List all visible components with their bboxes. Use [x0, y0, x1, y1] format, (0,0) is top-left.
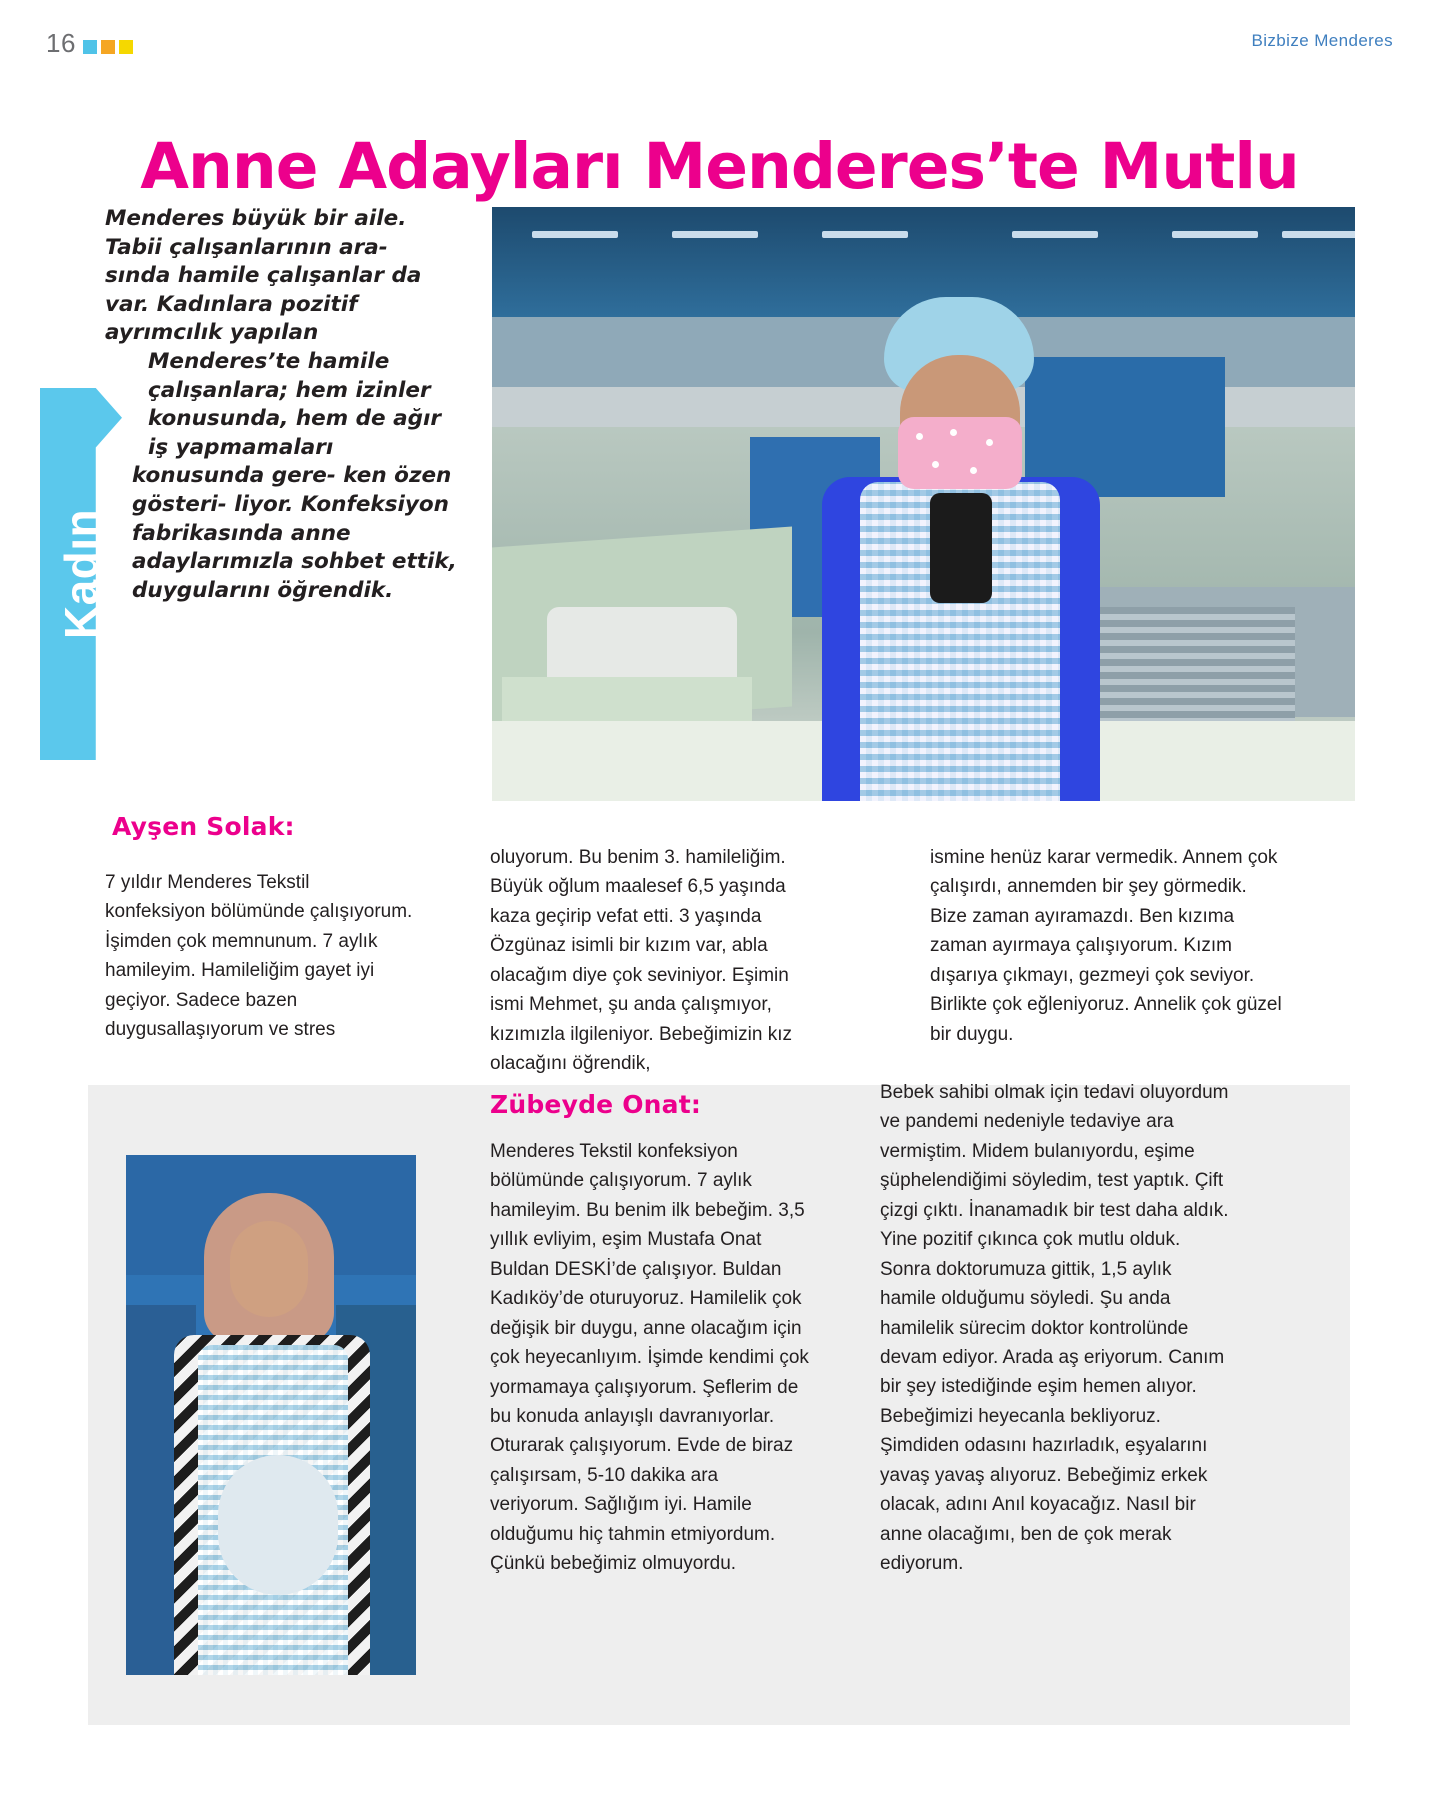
interview-1-column-1: 7 yıldır Menderes Tekstil konfeksiyon bölümünde çalışıyorum. İşimden çok memnunum. 7 aylık hamileyim. Hamileliğim gayet iyi geçiyor. Sadece bazen duygusallaşıyorum ve stres — [105, 872, 413, 1041]
photo-worker-figure — [812, 297, 1112, 801]
lead-part-2: Menderes’te hamile çalışanlara; hem izinler konusunda, hem de ağır iş yapmamaları — [148, 348, 441, 460]
interview-2-column-2: Bebek sahibi olmak için tedavi oluyordum ve pandemi nedeniyle tedaviye ara vermiştim. Midem bulanıyordu, eşime şüphelendiğimi söyledim, test yaptık. Çift çizgi çıktı. İnanamadık bir test daha aldık. Yine pozitif çıkınca çok mutlu olduk. Sonra doktorumuza gittik, 1,5 aylık hamile olduğumu söyledi. Şu anda hamilelik sürecim doktor kontrolünde devam ediyor. Arada aş eriyorum. Canım bir şey istediğinde eşim hemen alıyor. Bebeğimizi heyecanla bekliyoruz. Şimdiden odasını hazırladık, eşyalarını yavaş yavaş alıyoruz. Bebeğimiz erkek olacak, adını Anıl koyacağız. Nasıl bir anne olacağımı, ben de çok merak ediyorum. — [880, 1082, 1229, 1574]
page-number: 16 — [46, 28, 76, 58]
folio-square-1 — [83, 40, 97, 54]
photo-folded-stack — [1085, 607, 1295, 727]
interview-1-column-2: oluyorum. Bu benim 3. hamileliğim. Büyük oğlum maalesef 6,5 yaşında kaza geçirip vefat etti. 3 yaşında Özgünaz isimli bir kızım var, abla olacağım diye çok seviniyor. Eşimin ismi Mehmet, şu anda çalışmıyor, kızımızla ilgileniyor. Bebeğimizin kız olacağını öğrendik, — [490, 847, 792, 1075]
page-title: Anne Adayları Menderes’te Mutlu — [140, 130, 1299, 204]
photo2-worker-face — [230, 1221, 308, 1317]
folio-square-3 — [119, 40, 133, 54]
worker-face-mask — [898, 417, 1022, 489]
photo2-worker-belly — [218, 1455, 338, 1595]
folio-decoration-squares — [83, 40, 133, 54]
main-photo — [492, 207, 1355, 801]
magazine-name: Bizbize Menderes — [1251, 31, 1393, 50]
interview-2-column-1: Menderes Tekstil konfeksiyon bölümünde çalışıyorum. 7 aylık hamileyim. Bu benim ilk bebeğim. 3,5 yıllık evliyim, eşim Mustafa Onat Buldan DESKİ’de çalışıyor. Buldan Kadıköy’de oturuyoruz. Hamilelik çok değişik bir duygu, anne olacağım için çok heyecanlıyım. İşimde kendimi çok yormamaya çalışıyorum. Şeflerim de bu konuda anlayışlı davranıyorlar. Oturarak çalışıyorum. Evde de biraz çalışırsam, 5-10 dakika ara veriyorum. Sağlığım iyi. Hamile olduğumu hiç tahmin etmiyordum. Çünkü bebeğimiz olmuyordu. — [490, 1141, 809, 1575]
interview-2-name: Zübeyde Onat: — [490, 1090, 702, 1119]
photo-ceiling-lights — [492, 231, 1355, 239]
folio-square-2 — [101, 40, 115, 54]
interview-1-column-3: ismine henüz karar vermedik. Annem çok çalışırdı, annemden bir şey görmedik. Bize zaman ayıramazdı. Ben kızıma zaman ayırmaya çalışıyorum. Kızım dışarıya çıkmayı, gezmeyi çok seviyor. Birlikte çok eğleniyoruz. Annelik çok güzel bir duygu. — [930, 847, 1282, 1045]
page-header — [46, 28, 1393, 58]
interview-1-name: Ayşen Solak: — [112, 812, 295, 841]
lead-part-3: konusunda gere- ken özen gösteri- liyor. Konfeksiyon fabrikasında anne adaylarımızla sohbet ettik, duygularını öğrendik. — [132, 463, 457, 603]
lead-part-1: Menderes büyük bir aile. Tabii çalışanlarının ara- sında hamile çalışanlar da var. Kadınlara pozitif ayrımcılık yapılan — [105, 206, 422, 346]
lead-paragraph — [105, 205, 460, 605]
worker-shirt — [930, 493, 992, 603]
secondary-photo — [126, 1155, 416, 1675]
section-tab-label: Kadın — [55, 508, 107, 640]
